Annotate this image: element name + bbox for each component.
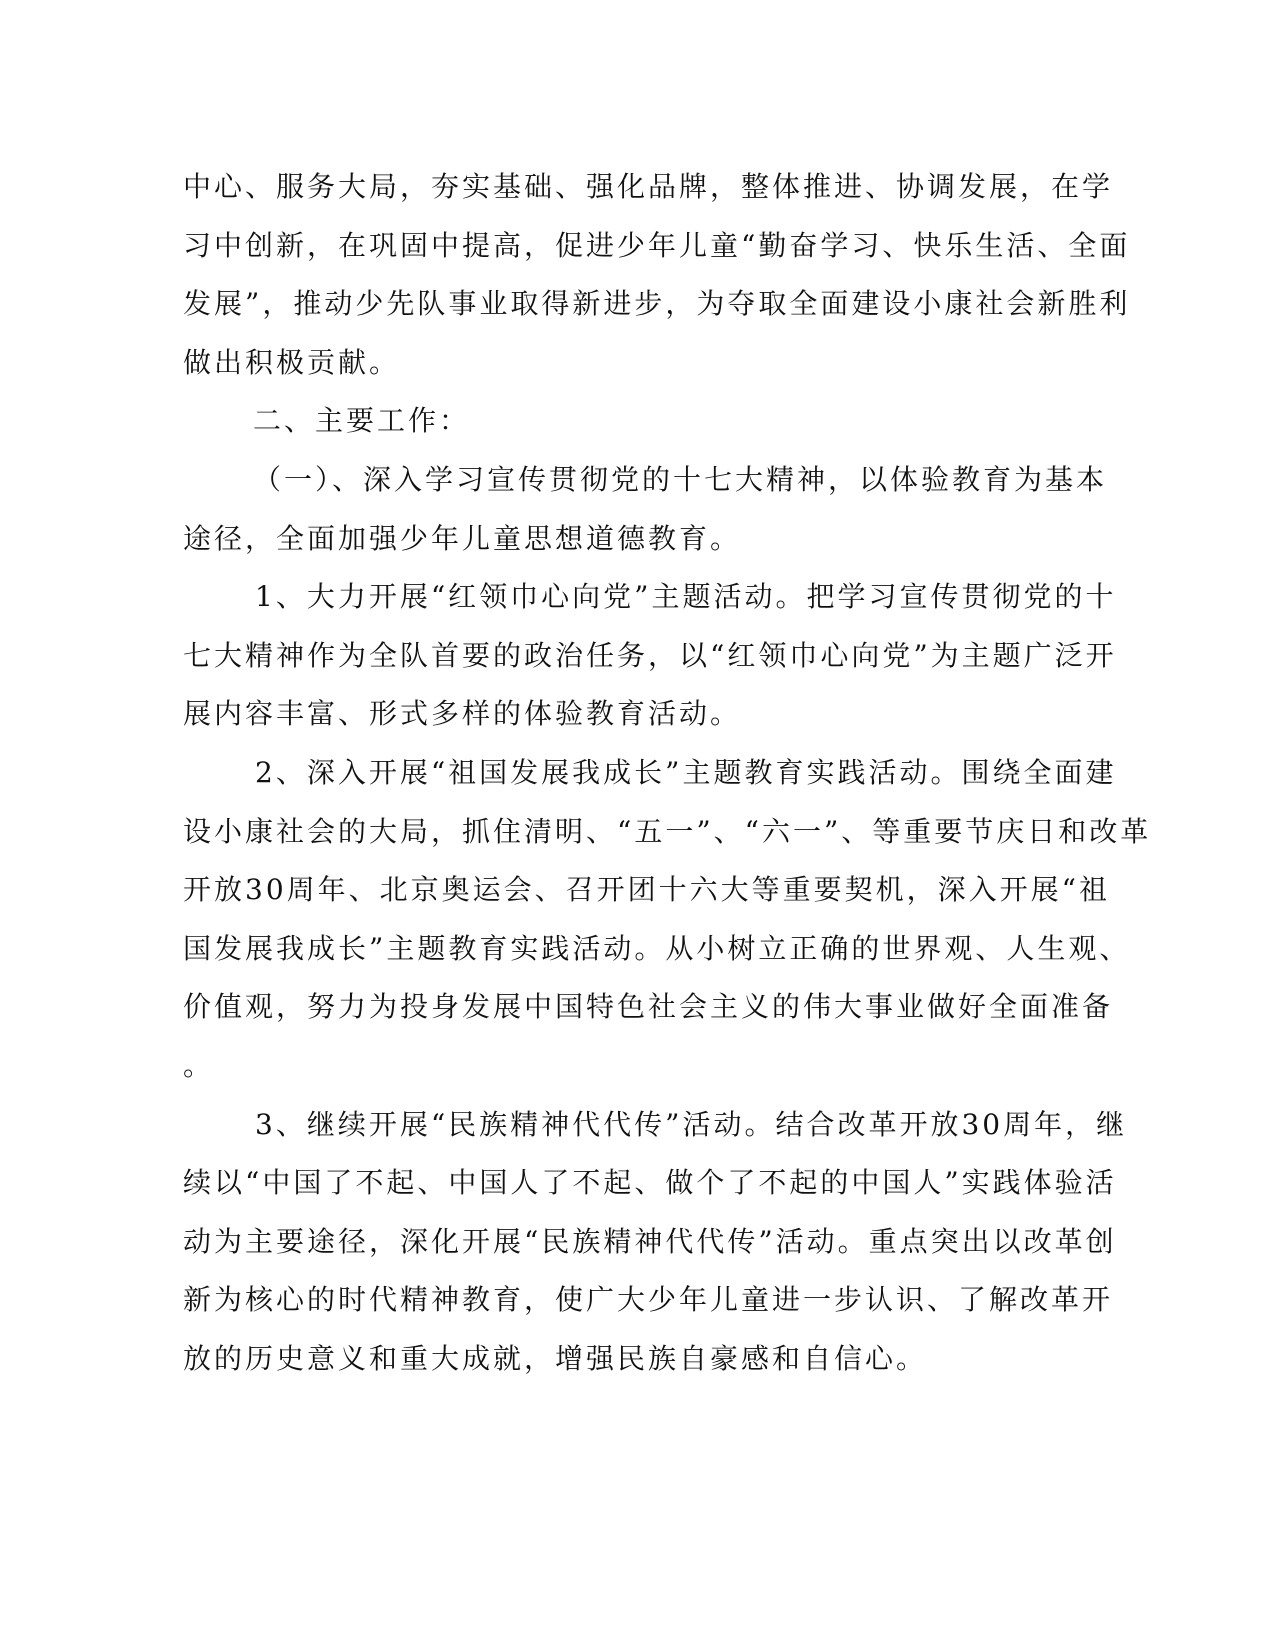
heading-main-work <box>183 392 1035 451</box>
paragraph-line: 习中创新，在巩固中提高，促进少年儿童“勤奋学习、快乐生活、全面 <box>183 228 1131 262</box>
item-line: 3、继续开展“民族精神代代传”活动。结合改革开放30周年，继 <box>255 1107 1128 1141</box>
item-line: 续以“中国了不起、中国人了不起、做个了不起的中国人”实践体验活 <box>183 1166 1117 1200</box>
item-1 <box>183 568 1117 744</box>
section-line: 途径，全面加强少年儿童思想道德教育。 <box>183 521 742 555</box>
item-3 <box>183 1096 1128 1389</box>
item-line: 1、大力开展“红领巾心向党”主题活动。把学习宣传贯彻党的十 <box>255 580 1117 614</box>
item-line: 设小康社会的大局，抓住清明、“五一”、“六一”、等重要节庆日和改革 <box>183 814 1152 848</box>
item-line: 价值观，努力为投身发展中国特色社会主义的伟大事业做好全面准备 <box>183 990 1114 1024</box>
paragraph-line: 做出积极贡献。 <box>183 345 401 379</box>
item-line: 展内容丰富、形式多样的体验教育活动。 <box>183 697 742 731</box>
paragraph-1 <box>183 158 1131 392</box>
section-line: （一）、深入学习宣传贯彻党的十七大精神，以体验教育为基本 <box>253 462 1108 496</box>
item-line: 。 <box>183 1048 215 1082</box>
document-body <box>183 158 1152 1388</box>
item-2 <box>183 744 1152 1096</box>
item-line: 国发展我成长”主题教育实践活动。从小树立正确的世界观、人生观、 <box>183 931 1131 965</box>
item-line: 新为核心的时代精神教育，使广大少年儿童进一步认识、了解改革开 <box>183 1283 1114 1317</box>
section-heading: 二、主要工作： <box>253 404 471 438</box>
section-1 <box>183 451 1108 568</box>
item-line: 开放30周年、北京奥运会、召开团十六大等重要契机，深入开展“祖 <box>183 873 1110 907</box>
item-line: 动为主要途径，深化开展“民族精神代代传”活动。重点突出以改革创 <box>183 1224 1117 1258</box>
paragraph-line: 发展”，推动少先队事业取得新进步，为夺取全面建设小康社会新胜利 <box>183 287 1131 321</box>
item-line: 2、深入开展“祖国发展我成长”主题教育实践活动。围绕全面建 <box>255 755 1117 789</box>
paragraph-line: 中心、服务大局，夯实基础、强化品牌，整体推进、协调发展，在学 <box>183 170 1114 203</box>
item-line: 放的历史意义和重大成就，增强民族自豪感和自信心。 <box>183 1341 928 1375</box>
item-line: 七大精神作为全队首要的政治任务，以“红领巾心向党”为主题广泛开 <box>183 638 1117 672</box>
